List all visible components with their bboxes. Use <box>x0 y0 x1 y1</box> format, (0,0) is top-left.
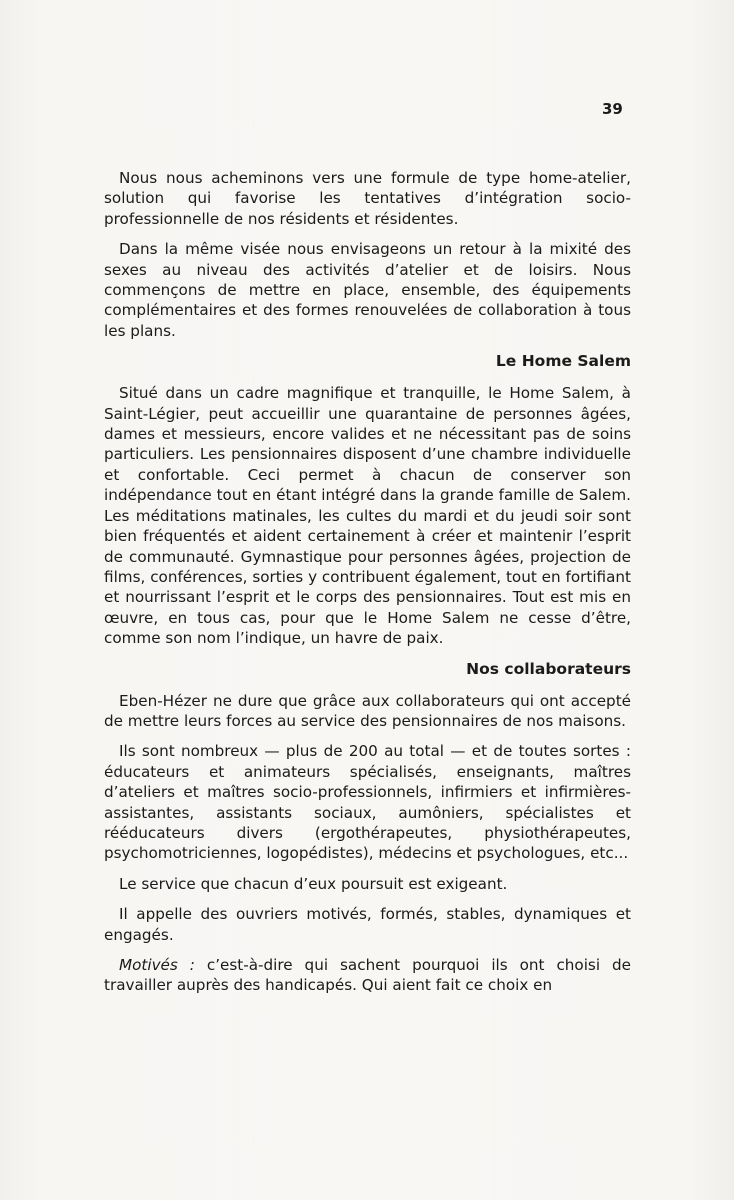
body-text <box>104 168 631 1006</box>
motives-lead: Motivés : <box>119 956 195 974</box>
heading-nos-collaborateurs: Nos collaborateurs <box>466 659 631 678</box>
paragraph-home-atelier: Nous nous acheminons vers une formule de type home-atelier, solution qui favorise les tentatives d’intégration socio-professionnelle de nos résidents et résidentes. <box>104 169 631 228</box>
page-number: 39 <box>602 100 623 118</box>
paragraph-nombreux: Ils sont nombreux — plus de 200 au total — et de toutes sortes : éducateurs et animateurs spécialisés, enseignants, maîtres d’ateliers et maîtres socio-professionnels, infirmiers et infirmières-assistantes, assistants sociaux, aumôniers, spécialistes et rééducateurs divers (ergothérapeutes, physiothérapeutes, psychomotriciennes, logopédistes), médecins et psychologues, etc... <box>104 742 631 863</box>
motives-text: c’est-à-dire qui sachent pourquoi ils ont choisi de travailler auprès des handicapés. Qui aient fait ce choix en <box>104 956 632 995</box>
paragraph-service: Le service que chacun d’eux poursuit est exigeant. <box>119 874 508 893</box>
paragraph-home-salem: Situé dans un cadre magnifique et tranquille, le Home Salem, à Saint-Légier, peut accueillir une quarantaine de personnes âgées, dames et messieurs, encore valides et ne nécessitant pas de soins particuliers. Les pensionnaires disposent d’une chambre individuelle et confortable. Ceci permet à chacun de conserver son indépendance tout en étant intégré dans la grande famille de Salem. Les méditations matinales, les cultes du mardi et du jeudi soir sont bien fréquentés et aident certainement à créer et maintenir l’esprit de communauté. Gymnastique pour personnes âgées, projection de films, conférences, sorties y contribuent également, tout en fortifiant et nourrissant l’esprit et le corps des pensionnaires. Tout est mis en œuvre, en tous cas, pour que le Home Salem ne cesse d’être, comme son nom l’indique, un havre de paix. <box>104 384 631 648</box>
paragraph-eben-hezer: Eben-Hézer ne dure que grâce aux collaborateurs qui ont accepté de mettre leurs forces au service des pensionnaires de nos maisons. <box>104 691 631 730</box>
paragraph-mixite: Dans la même visée nous envisageons un retour à la mixité des sexes au niveau des activités d’atelier et de loisirs. Nous commençons de mettre en place, ensemble, des équipements complémentaires et des formes renouvelées de collaboration à tous les plans. <box>104 240 631 340</box>
heading-home-salem: Le Home Salem <box>495 352 631 371</box>
paragraph-motives <box>104 955 631 996</box>
paragraph-ouvriers: Il appelle des ouvriers motivés, formés, stables, dynamiques et engagés. <box>104 905 631 944</box>
